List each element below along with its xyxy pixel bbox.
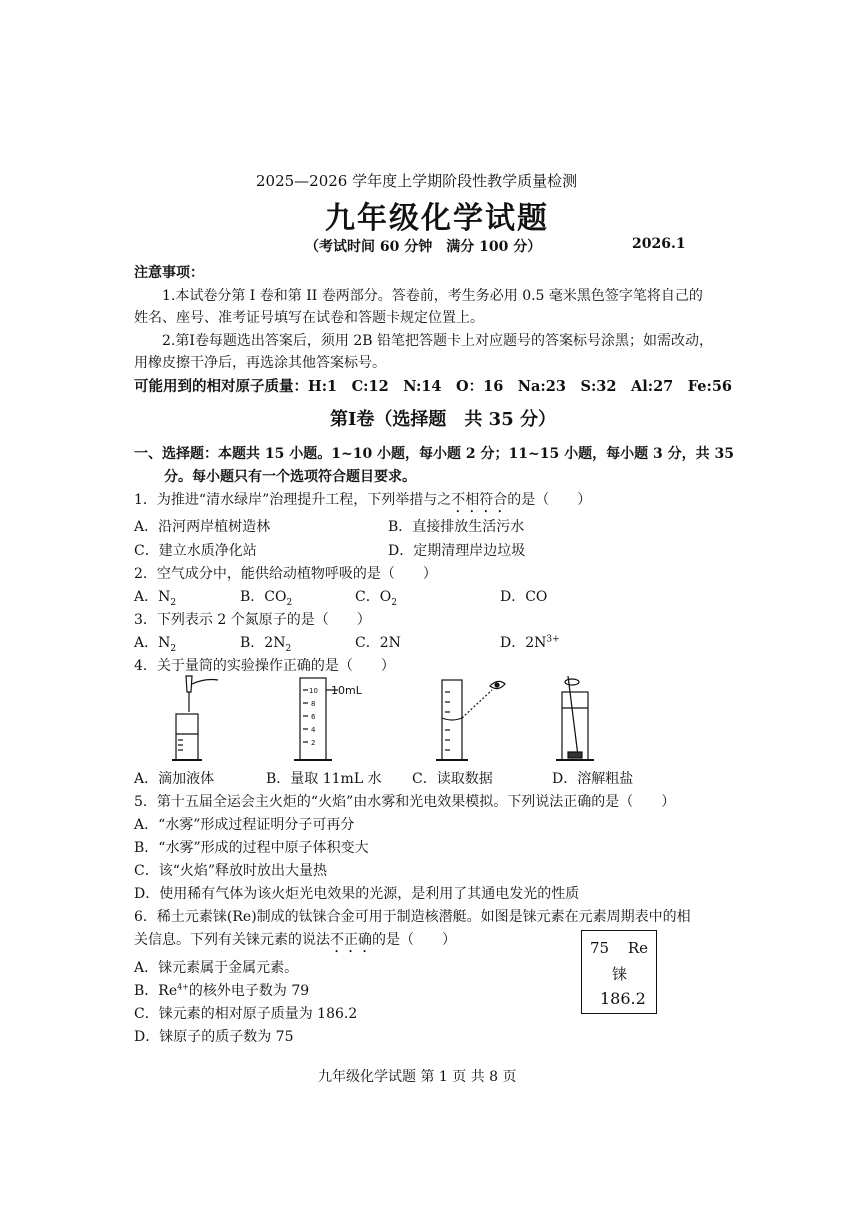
q1-option-c: C．建立水质净化站 (134, 543, 257, 559)
section-intro-cont: 分。每小题只有一个选项符合题目要求。 (164, 469, 416, 485)
tick-4: 4 (311, 726, 316, 734)
section-title: 第Ⅰ卷（选择题 共 35 分） (330, 409, 557, 430)
q5-option-d: D．使用稀有气体为该火炬光电效果的光源，是利用了其通电发光的性质 (134, 886, 580, 902)
q2-option-a: A．$N_2$ (134, 589, 177, 608)
q4-option-a: A．滴加液体 (134, 771, 215, 787)
q1-option-d: D．定期清理岸边垃圾 (388, 543, 526, 559)
tick-2: 2 (311, 739, 316, 747)
notice-item-2: 2.第Ⅰ卷每题选出答案后，须用 2B 铅笔把答题卡上对应题号的答案标号涂黑；如需改动， (162, 333, 713, 349)
q1-option-a: A．沿河两岸植树造林 (134, 519, 271, 535)
element-name: 铼 (612, 965, 628, 983)
exam-info: （考试时间 60 分钟 满分 100 分） (305, 239, 542, 255)
atomic-masses: 可能用到的相对原子质量：H:1 C:12 N:14 O：16 Na:23 S:32 Al:27 Fe:56 (134, 378, 733, 395)
q3-option-a: A．$N_2$ (134, 635, 177, 654)
q3-option-b: B．$2N_2$ (240, 635, 292, 654)
exam-subtitle: 2025—2026 学年度上学期阶段性教学质量检测 (256, 172, 578, 190)
q2-option-b: B．$CO_2$ (240, 589, 293, 608)
notice-item-1: 1.本试卷分第 I 卷和第 II 卷两部分。答卷前，考生务必用 0.5 毫米黑色签字笔将自己的 (162, 288, 703, 304)
q2-option-d: D．CO (500, 589, 548, 605)
q5-stem: 5．第十五届全运会主火炬的“火焰”由水雾和光电效果模拟。下列说法正确的是（ ） (134, 794, 676, 810)
q3-stem: 3．下列表示 2 个氮原子的是（ ） (134, 612, 371, 628)
figure-a-dropping-liquid (172, 676, 218, 760)
q6-stem-cont: 关信息。下列有关铼元素的说法不正确的是（ ） (134, 932, 456, 948)
q6-option-a: A．铼元素属于金属元素。 (134, 960, 299, 976)
notice-item-1-cont: 姓名、座号、准考证号填写在试卷和答题卡规定位置上。 (134, 310, 484, 326)
exam-date: 2026.1 (632, 236, 686, 252)
tick-10: 10 (309, 687, 318, 695)
element-card-rhenium (581, 930, 657, 1014)
q2-option-c: C．$O_2$ (355, 589, 397, 608)
q4-stem: 4．关于量筒的实验操作正确的是（ ） (134, 658, 395, 674)
q4-figures (0, 672, 868, 762)
q1-option-b: B．直接排放生活污水 (388, 519, 525, 535)
q3-option-c: C．2N (355, 635, 401, 651)
q5-option-a: A．“水雾”形成过程证明分子可再分 (134, 817, 355, 833)
element-symbol: Re (627, 939, 648, 957)
q4-option-d: D．溶解粗盐 (552, 771, 634, 787)
figure-c-reading (436, 680, 505, 760)
q1-stem: 1．为推进“清水绿岸”治理提升工程，下列举措与之不相符合的是（ ） (134, 492, 592, 508)
section-intro: 一、选择题：本题共 15 小题。1~10 小题，每小题 2 分；11~15 小题，每小题 3 分，共 35 (134, 446, 734, 462)
q6-option-b: B．$Re^{4+}$的核外电子数为 79 (134, 982, 310, 999)
notice-heading: 注意事项： (134, 265, 204, 281)
q6-stem: 6．稀土元素铼(Re)制成的钛铼合金可用于制造核潜艇。如图是铼元素在元素周期表中的相 (134, 909, 691, 925)
q3-option-d: D．$2N^{3+}$ (500, 634, 560, 651)
atomic-number: 75 (590, 939, 610, 957)
q5-option-b: B．“水雾”形成的过程中原子体积变大 (134, 840, 369, 856)
page-footer: 九年级化学试题 第 1 页 共 8 页 (318, 1069, 517, 1085)
tick-6: 6 (311, 713, 316, 721)
q4-option-c: C．读取数据 (412, 771, 493, 787)
exam-title: 九年级化学试题 (325, 201, 549, 236)
figure-d-dissolving (556, 676, 594, 760)
q4-option-b: B．量取 11mL 水 (266, 771, 382, 787)
tick-8: 8 (311, 700, 316, 708)
atomic-mass: 186.2 (600, 989, 646, 1008)
notice-item-2-cont: 用橡皮擦干净后，再选涂其他答案标号。 (134, 355, 386, 371)
q5-option-c: C．该“火焰”释放时放出大量热 (134, 863, 328, 879)
q6-option-d: D．铼原子的质子数为 75 (134, 1029, 294, 1045)
cylinder-label: 10mL (331, 684, 362, 697)
q2-stem: 2．空气成分中，能供给动植物呼吸的是（ ） (134, 566, 437, 582)
q6-option-c: C．铼元素的相对原子质量为 186.2 (134, 1006, 358, 1022)
